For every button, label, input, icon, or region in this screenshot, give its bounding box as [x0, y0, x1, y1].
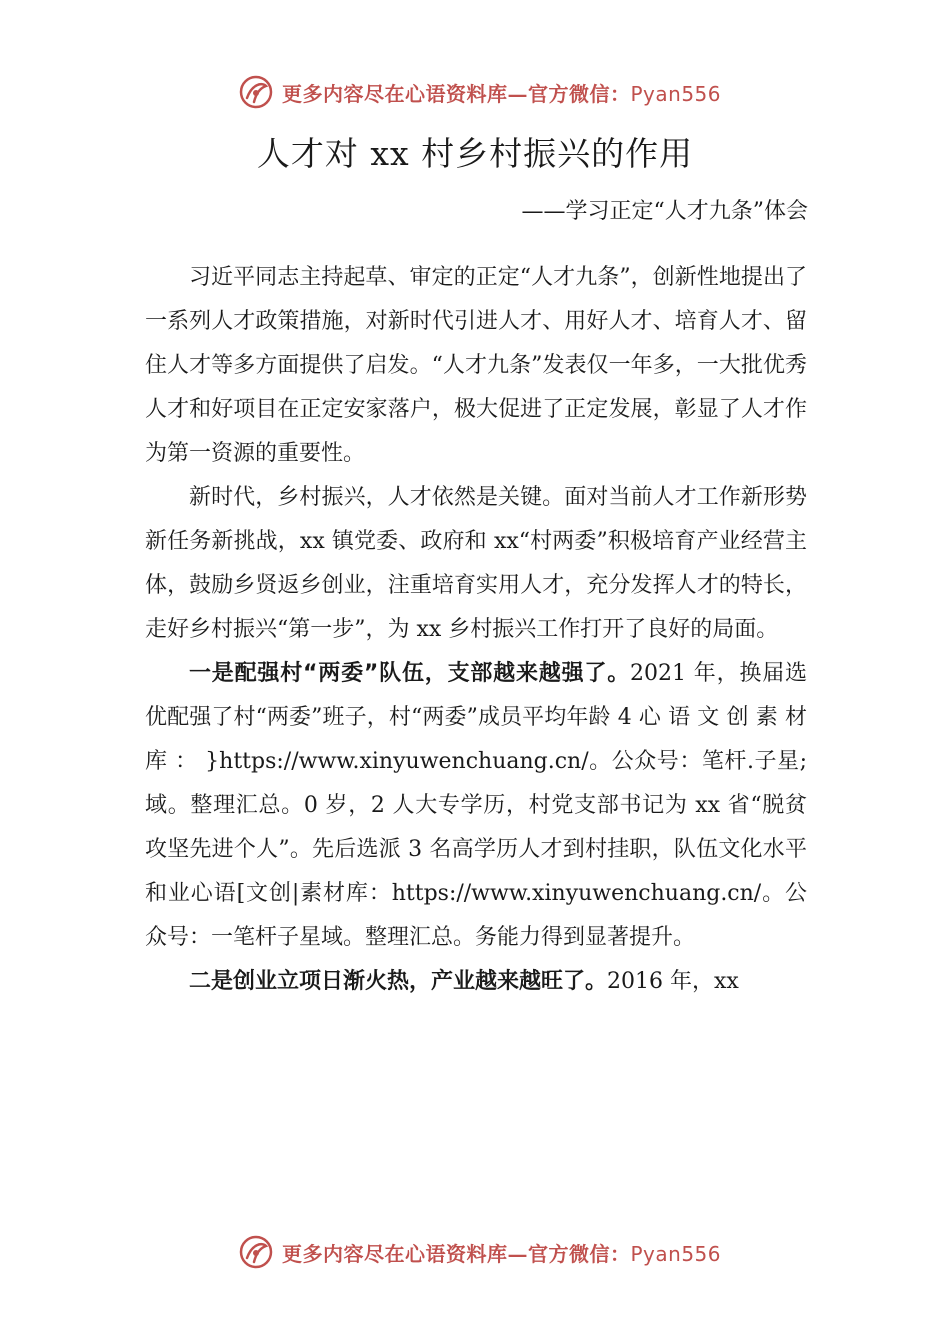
- paragraph-text: 习近平同志主持起草、审定的正定“人才九条”，创新性地提出了一系列人才政策措施，对新时代引进人才、用好人才、培育人才、留住人才等多方面提供了启发。“人才九条”发表仅一年多，一大批优秀人才和好项目在正定安家落户，极大促进了正定发展，彰显了人才作为第一资源的重要性。: [145, 265, 807, 466]
- watermark-text: 更多内容尽在心语资料库—官方微信：: [282, 81, 631, 106]
- document-body: [145, 256, 807, 1004]
- watermark-text: 更多内容尽在心语资料库—官方微信：: [282, 1241, 631, 1266]
- logo-icon: [238, 1234, 274, 1270]
- paragraph-2: [145, 476, 807, 652]
- watermark-wechat-id: Pyan556: [630, 1241, 722, 1266]
- paragraph-lead: 二是创业立项日渐火热，产业越来越旺了。: [189, 969, 608, 994]
- paragraph-lead: 一是配强村“两委”队伍，支部越来越强了。: [189, 661, 630, 686]
- watermark-wechat-id: Pyan556: [630, 81, 722, 106]
- logo-icon: [238, 74, 274, 110]
- document-subtitle: ——学习正定“人才九条”体会: [521, 199, 808, 224]
- paragraph-text: 2021 年，换届选优配强了村“两委”班子，村“两委”成员平均年龄 4 心 语 文 创 素 材 库 ： }https://www.xinyuwenchuang.cn/。公众号：笔杆.子星;域。整理汇总。0 岁，2 人大专学历，村党支部书记为 xx 省“脱贫攻坚先进个人”。先后选派 3 名高学历人才到村挂职，队伍文化水平和业心语[文创|素材库：https://www.xinyuwenchuang.cn/。公众号：一笔杆子星域。整理汇总。务能力得到显著提升。: [145, 661, 808, 950]
- paragraph-text: 2016 年，xx: [607, 969, 739, 994]
- footer-watermark: [238, 1232, 758, 1272]
- header-watermark: [238, 72, 758, 112]
- paragraph-4: [145, 960, 807, 1004]
- paragraph-3: [145, 652, 807, 960]
- document-title: 人才对 xx 村乡村振兴的作用: [256, 134, 694, 173]
- paragraph-1: [145, 256, 807, 476]
- paragraph-text: 新时代，乡村振兴，人才依然是关键。面对当前人才工作新形势新任务新挑战，xx 镇党委、政府和 xx“村两委”积极培育产业经营主体，鼓励乡贤返乡创业，注重培育实用人才，充分发挥人才的特长，走好乡村振兴“第一步”，为 xx 乡村振兴工作打开了良好的局面。: [145, 485, 807, 642]
